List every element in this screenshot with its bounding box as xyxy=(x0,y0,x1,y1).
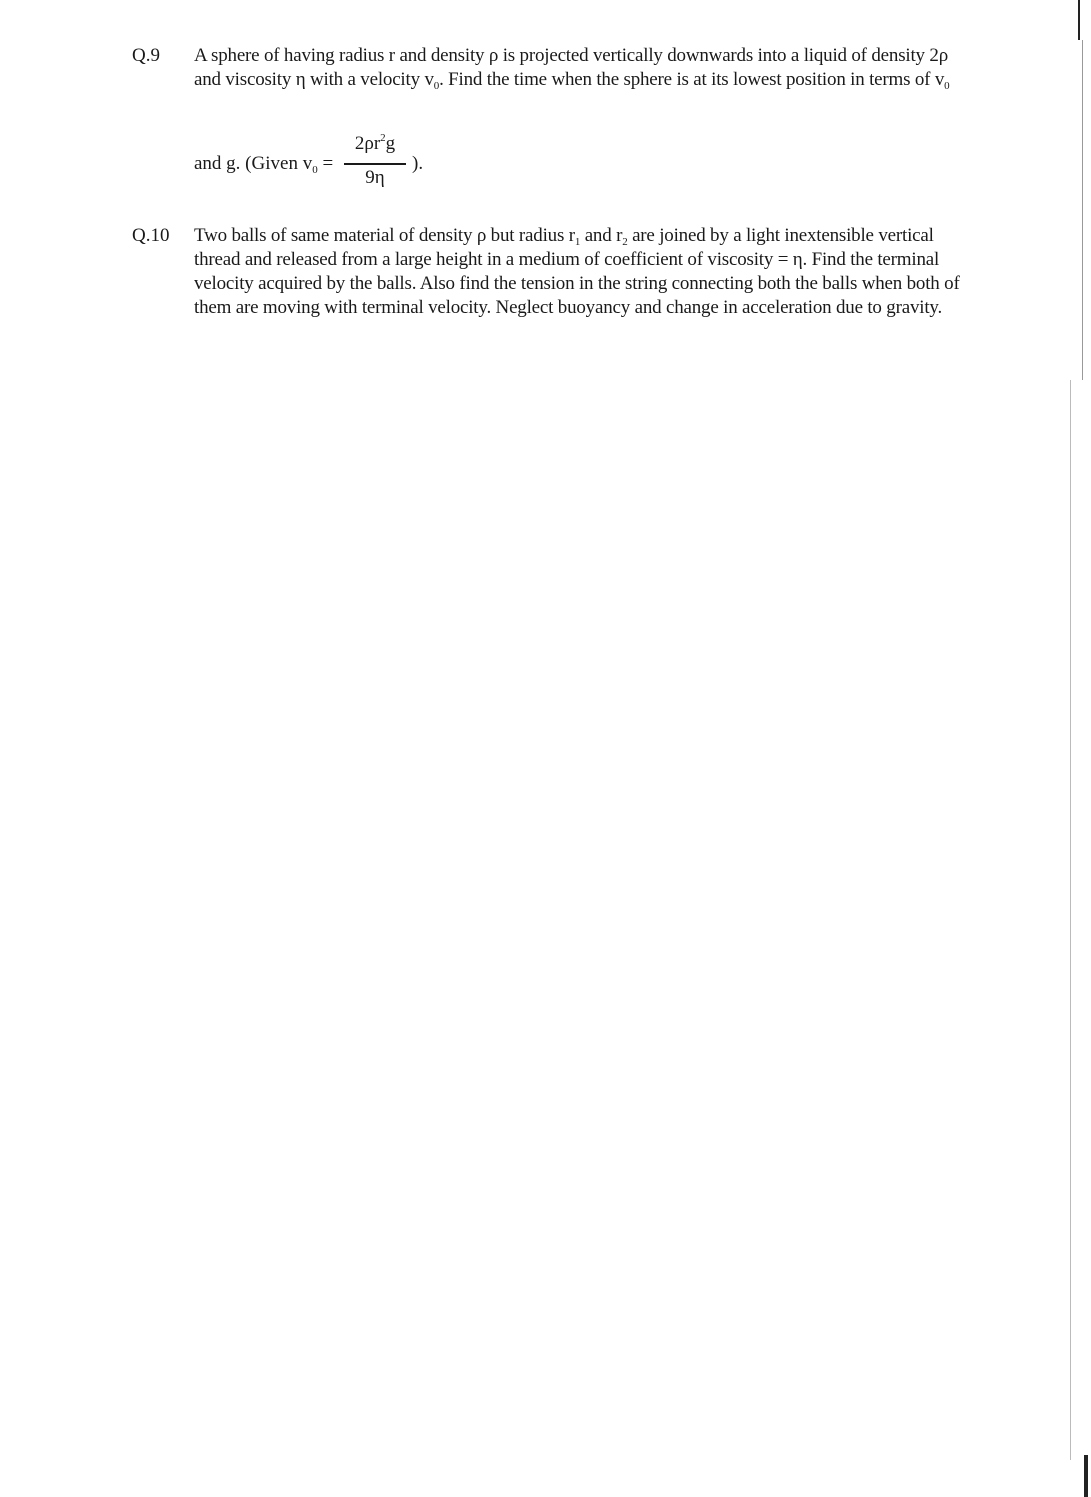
numerator-text: g xyxy=(385,133,396,154)
scan-edge-mark xyxy=(1082,40,1083,380)
question-text-line xyxy=(194,224,934,248)
question-text: them are moving with terminal velocity. Neglect buoyancy and change in acceleration due to gravity. xyxy=(194,297,943,318)
subscript: 0 xyxy=(312,164,318,176)
question-text: A sphere of having radius r and density ρ is projected vertically downwards into a liquid of density 2ρ xyxy=(194,45,948,66)
question-number: Q.9 xyxy=(132,45,160,66)
question-text-line xyxy=(194,248,939,272)
formula-suffix: ). xyxy=(412,153,424,174)
question-text-line xyxy=(194,68,949,92)
subscript: 0 xyxy=(433,80,440,92)
scan-edge-mark xyxy=(1070,380,1071,1460)
fraction-numerator xyxy=(342,132,408,156)
question-text: Two balls of same material of density ρ but radius r xyxy=(194,225,575,246)
question-text: velocity acquired by the balls. Also find the tension in the string connecting both the balls when both of xyxy=(194,273,960,294)
question-text: . Find the time when the sphere is at its lowest position in terms of v xyxy=(439,69,945,90)
formula-prefix xyxy=(194,152,333,176)
question-text: and r xyxy=(580,225,623,246)
question-text: and viscosity η with a velocity v xyxy=(194,69,434,90)
equals-sign: = xyxy=(317,153,334,174)
fraction-bar xyxy=(344,163,406,165)
formula-text: and g. (Given v xyxy=(194,153,313,174)
question-text: thread and released from a large height in a medium of coefficient of viscosity = η. Find the terminal xyxy=(194,249,940,270)
question-number: Q.10 xyxy=(132,225,170,246)
subscript: 0 xyxy=(944,80,950,92)
question-text-line xyxy=(194,296,942,320)
question-text-line xyxy=(194,44,948,68)
question-text: are joined by a light inextensible vertical xyxy=(627,225,934,246)
superscript: 2 xyxy=(380,132,386,144)
subscript: 2 xyxy=(622,236,628,248)
fraction-denominator: 9η xyxy=(365,167,385,188)
subscript: 1 xyxy=(574,236,581,248)
question-text-line xyxy=(194,272,960,296)
given-formula xyxy=(194,132,494,196)
numerator-text: 2ρr xyxy=(354,133,381,154)
scan-edge-mark xyxy=(1084,1455,1088,1497)
scan-edge-mark xyxy=(1078,0,1080,40)
